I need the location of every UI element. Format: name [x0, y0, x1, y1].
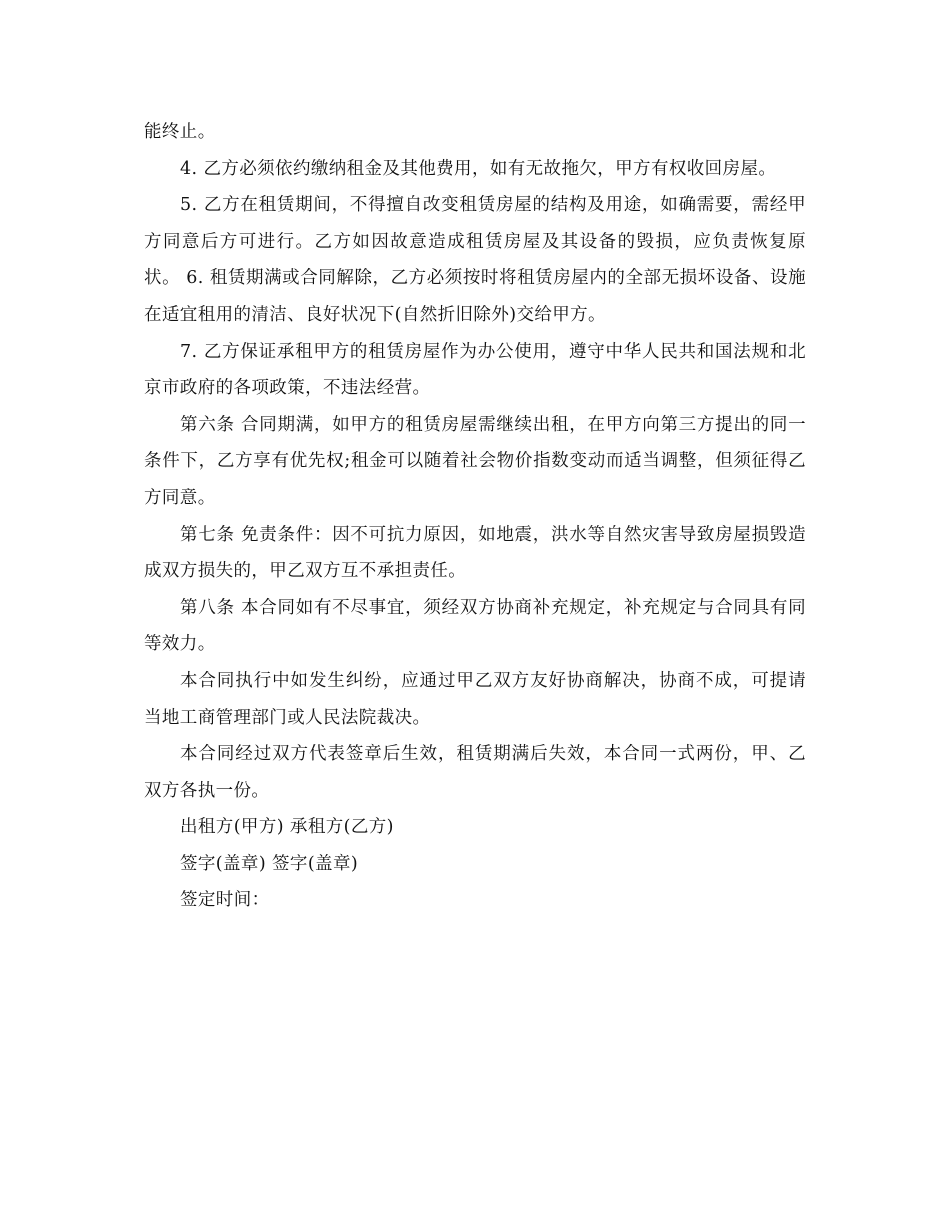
paragraph-clause-5-6: 5. 乙方在租赁期间，不得擅自改变租赁房屋的结构及用途，如确需要，需经甲方同意后方可进行。乙方如因故意造成租赁房屋及其设备的毁损，应负责恢复原状。 6. 租赁期满或合同解除，乙方必须按时将租赁房屋内的全部无损坏设备、设施在适宜租用的清洁、良好状况下(自然折旧除外)交给甲方。 — [144, 195, 806, 325]
document-body — [144, 114, 806, 919]
paragraph-clause-4: 4. 乙方必须依约缴纳租金及其他费用，如有无故拖欠，甲方有权收回房屋。 — [180, 158, 777, 179]
paragraph-effectiveness: 本合同经过双方代表签章后生效，租赁期满后失效，本合同一式两份，甲、乙双方各执一份。 — [144, 744, 806, 801]
paragraph-article-6: 第六条 合同期满，如甲方的租赁房屋需继续出租，在甲方向第三方提出的同一条件下，乙方享有优先权;租金可以随着社会物价指数变动而适当调整，但须征得乙方同意。 — [144, 414, 806, 508]
signature-parties: 出租方(甲方) 承租方(乙方) — [180, 817, 394, 838]
paragraph-clause-7: 7. 乙方保证承租甲方的租赁房屋作为办公使用，遵守中华人民共和国法规和北京市政府的各项政策，不违法经营。 — [144, 341, 806, 399]
signature-seal-line: 签字(盖章) 签字(盖章) — [180, 853, 359, 874]
paragraph-article-8: 第八条 本合同如有不尽事宜，须经双方协商补充规定，补充规定与合同具有同等效力。 — [144, 597, 806, 655]
signing-date-label: 签定时间： — [180, 890, 270, 911]
paragraph-dispute: 本合同执行中如发生纠纷，应通过甲乙双方友好协商解决，协商不成，可提请当地工商管理部门或人民法院裁决。 — [144, 670, 806, 728]
paragraph-article-7: 第七条 免责条件：因不可抗力原因，如地震，洪水等自然灾害导致房屋损毁造成双方损失的，甲乙双方互不承担责任。 — [144, 524, 806, 582]
paragraph-continuation: 能终止。 — [144, 122, 216, 142]
